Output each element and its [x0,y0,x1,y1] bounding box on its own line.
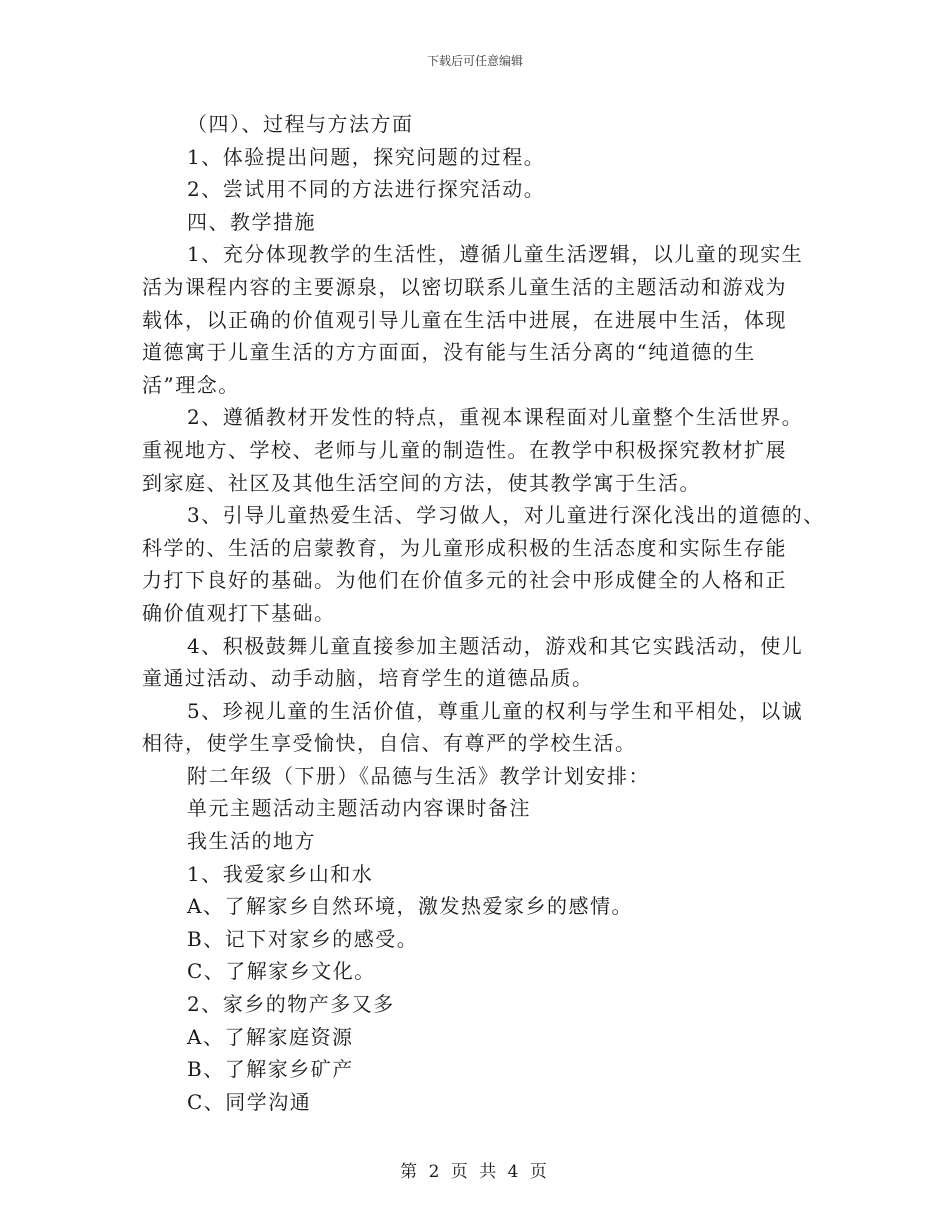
text-line: 2、尝试用不同的方法进行探究活动。 [187,177,546,202]
text-line: A、了解家庭资源 [187,1024,354,1049]
text-line: B、记下对家乡的感受。 [187,926,419,951]
page-footer: 第 2 页 共 4 页 [400,1162,550,1182]
text-line: 童通过活动、动手动脑，培育学生的道德品质。 [142,666,594,691]
page-header: 下载后可任意编辑 [426,54,523,68]
text-line: 相待，使学生享受愉快，自信、有尊严的学校生活。 [142,731,637,756]
text-line: 活为课程内容的主要源泉，以密切联系儿童生活的主题活动和游戏为 [142,274,787,299]
text-line: 单元主题活动主题活动内容课时备注 [187,796,531,821]
text-line: 1、体验提出问题，探究问题的过程。 [187,144,546,169]
text-line: （四）、过程与方法方面 [187,112,414,136]
text-line: 确价值观打下基础。 [142,600,336,625]
text-line: 2、遵循教材开发性的特点，重视本课程面对儿童整个生活世界。 [187,405,804,430]
text-line: 附二年级（下册）《品德与生活》教学计划安排： [187,763,650,788]
text-line: 到家庭、社区及其他生活空间的方法，使其教学寓于生活。 [142,470,701,495]
text-line: A、了解家乡自然环境，激发热爱家乡的感情。 [187,894,633,919]
text-line: 载体，以正确的价值观引导儿童在生活中进展，在进展中生活，体现 [142,307,787,332]
text-line: 重视地方、学校、老师与儿童的制造性。在教学中积极探究教材扩展 [142,437,787,462]
text-line: 道德寓于儿童生活的方方面面，没有能与生活分离的“纯道德的生 [142,340,756,365]
document-body [142,108,825,1118]
text-line: 4、积极鼓舞儿童直接参加主题活动，游戏和其它实践活动，使儿 [187,633,804,658]
text-line: 四、教学措施 [187,209,316,234]
text-line: 1、我爱家乡山和水 [187,861,374,886]
text-line: 力打下良好的基础。为他们在价值多元的社会中形成健全的人格和正 [142,568,787,593]
text-line: 我生活的地方 [187,829,316,854]
text-line: 1、充分体现教学的生活性，遵循儿童生活逻辑，以儿童的现实生 [187,242,804,267]
text-line: 2、家乡的物产多又多 [187,992,395,1017]
text-line: B、了解家乡矿产 [187,1057,354,1082]
text-line: C、了解家乡文化。 [187,959,376,984]
text-line: 活”理念。 [142,372,240,397]
text-line: 3、引导儿童热爱生活、学习做人，对儿童进行深化浅出的道德的、 [187,503,825,528]
text-line: C、同学沟通 [187,1089,312,1114]
text-line: 科学的、生活的启蒙教育，为儿童形成积极的生活态度和实际生存能 [142,535,787,560]
text-line: 5、珍视儿童的生活价值，尊重儿童的权利与学生和平相处，以诚 [187,698,804,723]
